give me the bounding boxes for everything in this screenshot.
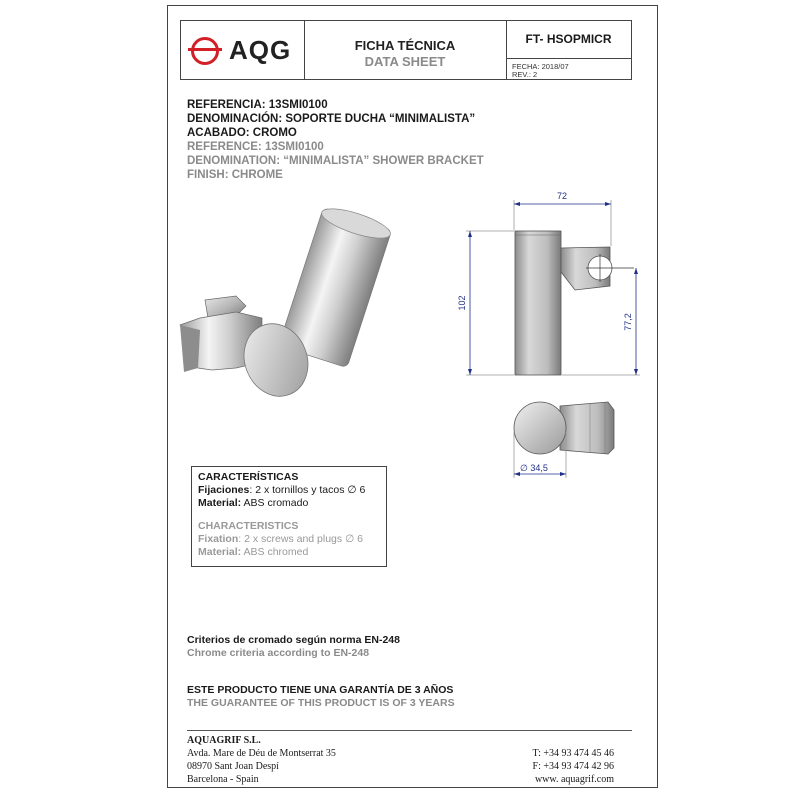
company-name: AQUAGRIF S.L. [187,735,261,746]
material-label-es: Material: [198,497,242,509]
logo-text: AQG [229,35,292,65]
material-value-es: ABS cromado [241,497,309,509]
chrome-criteria [187,634,400,660]
address-line-1: Avda. Mare de Déu de Montserrat 35 [187,748,336,759]
finish-en: FINISH: CHROME [187,169,283,181]
doc-date: FECHA: 2018/07 [512,62,569,71]
material-row-es [198,497,380,510]
criteria-es: Criterios de cromado según norma EN-248 [187,634,400,646]
denomination-en: DENOMINATION: “MINIMALISTA” SHOWER BRACKET [187,155,484,167]
characteristics-box [191,466,387,567]
doc-rev: REV.: 2 [512,70,538,79]
dim-width-label: 72 [556,191,568,201]
reference-en: REFERENCE: 13SMI0100 [187,141,324,153]
dim-axis-label: 77,2 [623,313,633,331]
doc-code: FT- HSOPMICR [506,21,631,59]
material-label-en: Material: [198,546,242,558]
company-contact [486,747,614,786]
reference-es: REFERENCIA: 13SMI0100 [187,99,328,111]
guarantee-en: THE GUARANTEE OF THIS PRODUCT IS OF 3 YEARS [187,697,455,709]
guarantee [187,684,455,710]
fixation-value-es: : 2 x tornillos y tacos ∅ 6 [249,484,366,496]
fixation-value-en: : 2 x screws and plugs ∅ 6 [238,533,363,545]
material-value-en: ABS chromed [241,546,309,558]
fixation-row-es [198,484,380,497]
website-link[interactable]: www. aquagrif.com [534,774,614,785]
material-row-en [198,546,380,559]
fixation-label-es: Fijaciones [198,484,250,496]
fax: F: +34 93 474 42 96 [532,761,614,772]
side-view-drawing [515,231,634,375]
company-address [187,734,336,786]
denomination-es: DENOMINACIÓN: SOPORTE DUCHA “MINIMALISTA” [187,113,476,125]
characteristics-title-es: CARACTERÍSTICAS [198,471,299,483]
fixation-row-en [198,533,380,546]
title-en: DATA SHEET [364,54,446,69]
dim-height-label: 102 [457,295,467,311]
dim-diameter-label: ∅ 34,5 [520,463,548,473]
fixation-label-en: Fixation [198,533,239,545]
criteria-en: Chrome criteria according to EN-248 [187,647,370,659]
phone: T: +34 93 474 45 46 [532,748,614,759]
finish-es: ACABADO: CROMO [187,127,297,139]
address-line-2: 08970 Sant Joan Despí [187,761,279,772]
title-es: FICHA TÉCNICA [354,38,456,53]
top-view-drawing [514,402,614,454]
footer-divider [187,730,632,731]
guarantee-es: ESTE PRODUCTO TIENE UNA GARANTÍA DE 3 AÑOS [187,684,454,696]
address-line-3: Barcelona - Spain [187,774,259,785]
product-render [180,203,393,406]
characteristics-title-en: CHARACTERISTICS [198,520,299,532]
